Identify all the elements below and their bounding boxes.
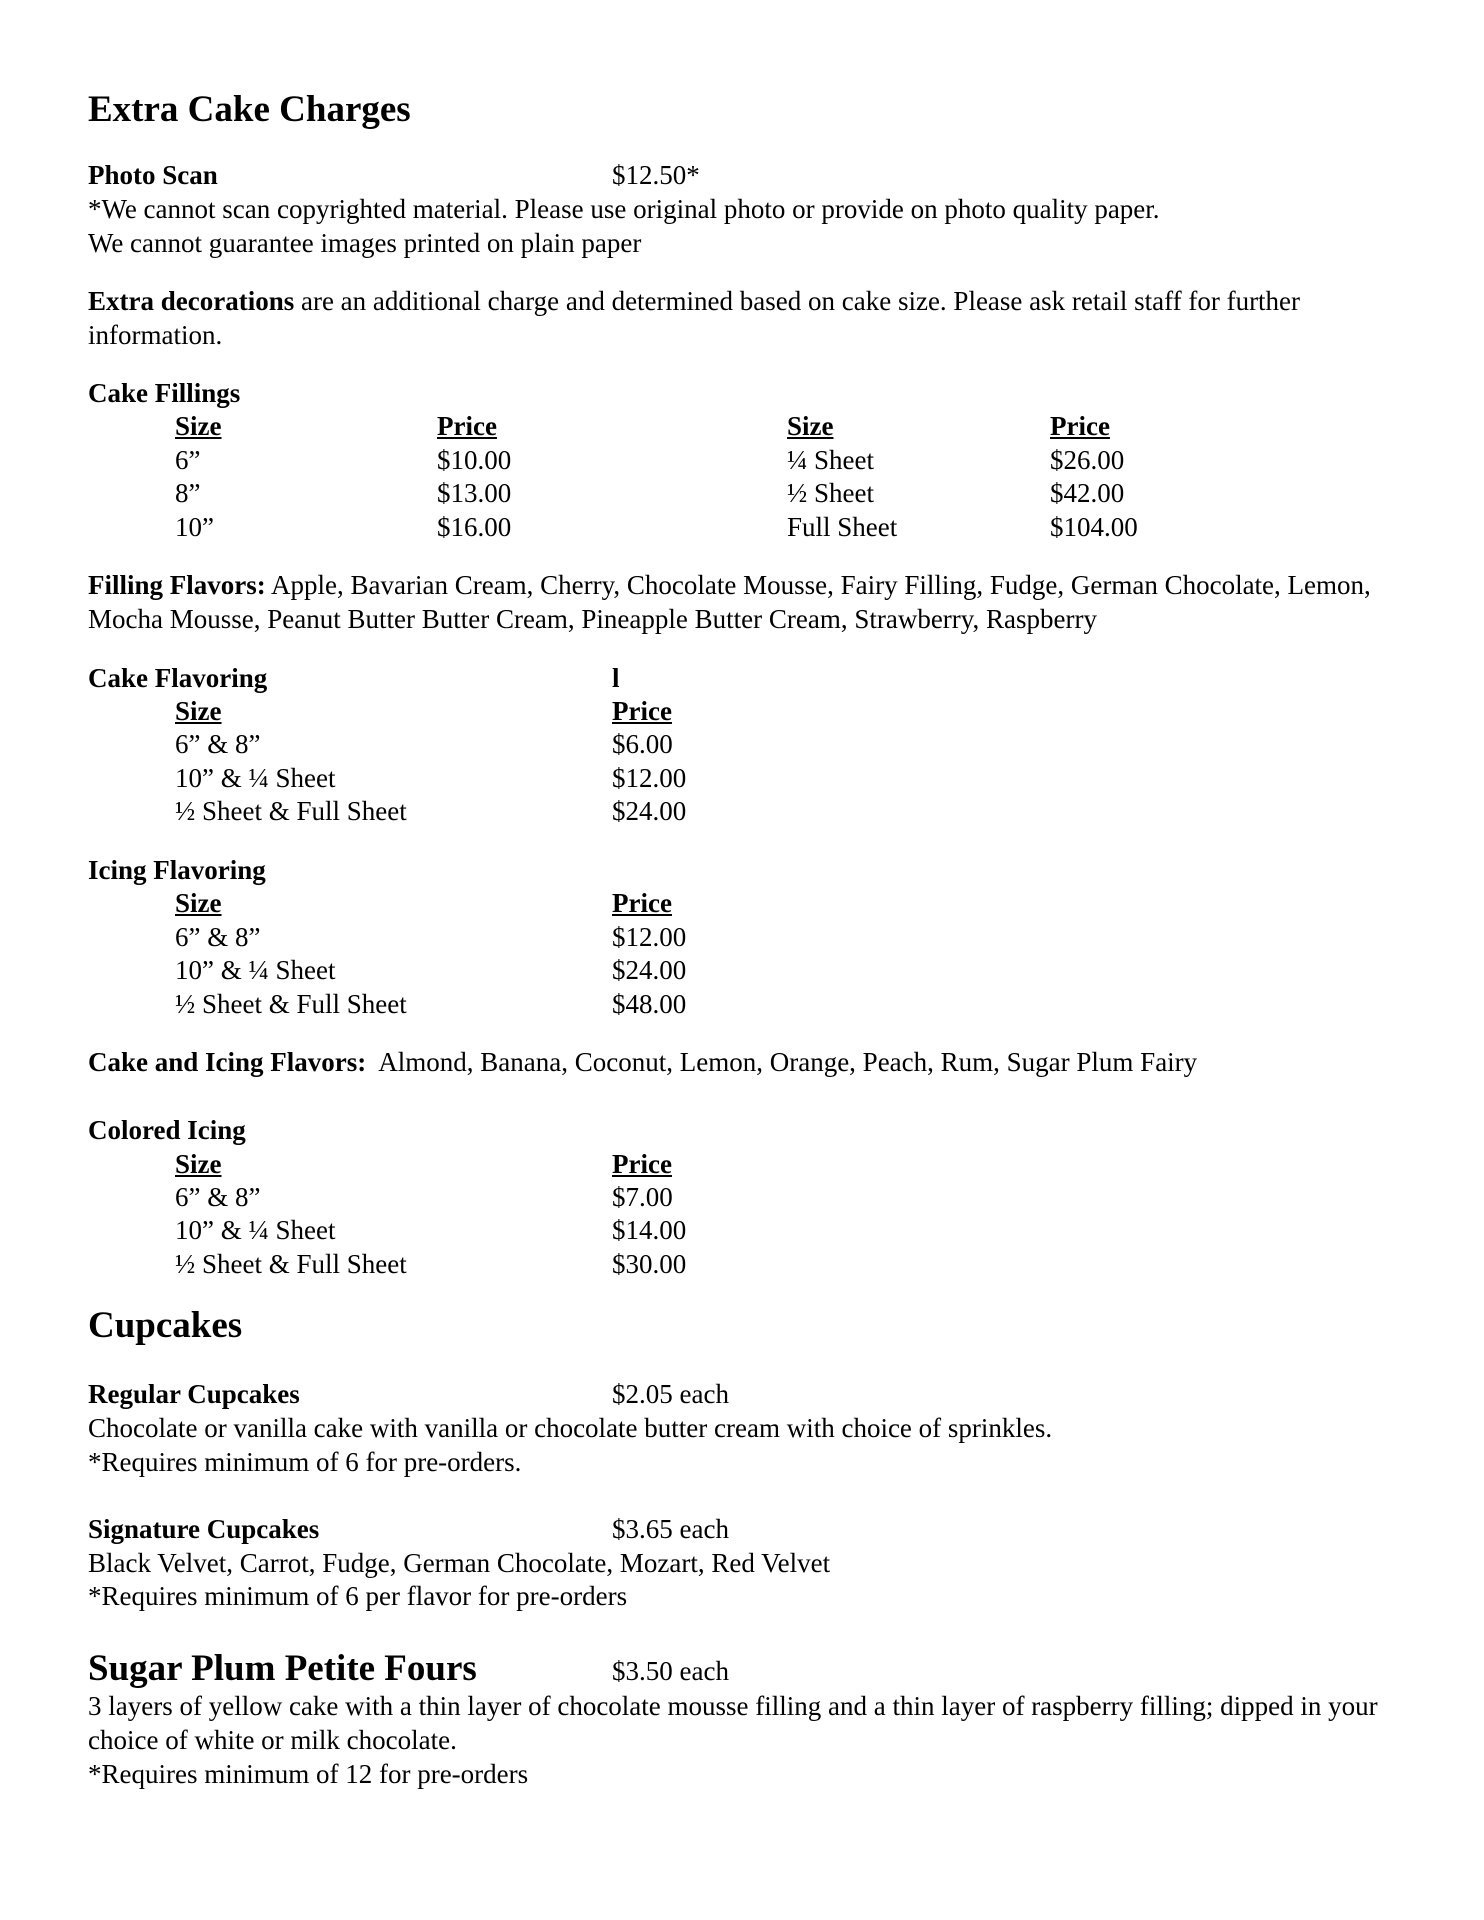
petite-fours-note: *Requires minimum of 12 for pre-orders: [88, 1759, 529, 1789]
extra-decorations-text: are an additional charge and determined based on cake size. Please ask retail staff for further information.: [88, 286, 1301, 350]
colored-icing-size-row: ½ Sheet & Full Sheet: [175, 1249, 407, 1279]
filling-size-quarter-sheet: ¼ Sheet: [787, 445, 874, 475]
filling-size-half-sheet: ½ Sheet: [787, 478, 874, 508]
icing-flavoring-size-row: 6” & 8”: [175, 922, 261, 952]
photo-scan-price: $12.50*: [612, 160, 700, 190]
cake-flavoring-size-row: 10” & ¼ Sheet: [175, 763, 336, 793]
cake-flavoring-size-row: ½ Sheet & Full Sheet: [175, 796, 407, 826]
icing-flavoring-size-header: Size: [175, 888, 222, 918]
icing-flavoring-title: Icing Flavoring: [88, 855, 266, 885]
icing-flavoring-price-row: $12.00: [612, 922, 687, 952]
signature-cupcakes-flavors: Black Velvet, Carrot, Fudge, German Chocolate, Mozart, Red Velvet: [88, 1548, 831, 1578]
cake-flavoring-size-row: 6” & 8”: [175, 729, 261, 759]
cake-icing-flavors-label: Cake and Icing Flavors:: [88, 1047, 367, 1077]
regular-cupcakes-price: $2.05 each: [612, 1379, 729, 1409]
extra-decorations-label: Extra decorations: [88, 286, 295, 316]
filling-flavors-label: Filling Flavors:: [88, 570, 266, 600]
icing-flavoring-price-header: Price: [612, 888, 672, 918]
filling-price-half-sheet: $42.00: [1050, 478, 1125, 508]
signature-cupcakes-price: $3.65 each: [612, 1514, 729, 1544]
cake-flavoring-title: Cake Flavoring: [88, 663, 268, 693]
filling-size-8: 8”: [175, 478, 201, 508]
regular-cupcakes-description: Chocolate or vanilla cake with vanilla or chocolate butter cream with choice of sprinkles.: [88, 1413, 1053, 1443]
petite-fours-description: 3 layers of yellow cake with a thin layer of chocolate mousse filling and a thin layer of raspberry filling; dipped in your choice of white or milk chocolate.: [88, 1691, 1378, 1755]
icing-flavoring-price-row: $24.00: [612, 955, 687, 985]
colored-icing-price-row: $30.00: [612, 1249, 687, 1279]
colored-icing-price-row: $7.00: [612, 1182, 673, 1212]
signature-cupcakes-note: *Requires minimum of 6 per flavor for pre-orders: [88, 1581, 628, 1611]
regular-cupcakes-note: *Requires minimum of 6 for pre-orders.: [88, 1447, 522, 1477]
regular-cupcakes-label: Regular Cupcakes: [88, 1379, 300, 1409]
cake-flavoring-price-row: $12.00: [612, 763, 687, 793]
petite-fours-title: Sugar Plum Petite Fours: [88, 1648, 477, 1689]
colored-icing-size-row: 10” & ¼ Sheet: [175, 1215, 336, 1245]
photo-scan-note-2: We cannot guarantee images printed on plain paper: [88, 228, 642, 258]
filling-price-quarter-sheet: $26.00: [1050, 445, 1125, 475]
colored-icing-title: Colored Icing: [88, 1115, 246, 1145]
cake-flavoring-stray-mark: l: [612, 663, 620, 693]
extra-charges-title: Extra Cake Charges: [88, 89, 411, 130]
cake-fillings-price-header-right: Price: [1050, 411, 1110, 441]
cake-flavoring-size-header: Size: [175, 696, 222, 726]
cake-fillings-price-header-left: Price: [437, 411, 497, 441]
filling-price-10: $16.00: [437, 512, 512, 542]
cake-flavoring-price-row: $6.00: [612, 729, 673, 759]
filling-size-6: 6”: [175, 445, 201, 475]
colored-icing-price-row: $14.00: [612, 1215, 687, 1245]
cake-fillings-title: Cake Fillings: [88, 378, 241, 408]
photo-scan-note-1: *We cannot scan copyrighted material. Please use original photo or provide on photo quality paper.: [88, 194, 1160, 224]
icing-flavoring-size-row: ½ Sheet & Full Sheet: [175, 989, 407, 1019]
icing-flavoring-price-row: $48.00: [612, 989, 687, 1019]
cake-fillings-size-header-right: Size: [787, 411, 834, 441]
icing-flavoring-size-row: 10” & ¼ Sheet: [175, 955, 336, 985]
filling-price-8: $13.00: [437, 478, 512, 508]
cupcakes-title: Cupcakes: [88, 1305, 243, 1346]
cake-flavoring-price-header: Price: [612, 696, 672, 726]
cake-icing-flavors-text: Almond, Banana, Coconut, Lemon, Orange, Peach, Rum, Sugar Plum Fairy: [366, 1047, 1198, 1077]
cake-icing-flavors-paragraph: [88, 1045, 1197, 1079]
cake-flavoring-price-row: $24.00: [612, 796, 687, 826]
filling-flavors-text: Apple, Bavarian Cream, Cherry, Chocolate Mousse, Fairy Filling, Fudge, German Chocolate, Lemon, Mocha Mousse, Peanut Butter Butter Cream, Pineapple Butter Cream, Strawberry, Raspberry: [88, 570, 1371, 634]
colored-icing-size-row: 6” & 8”: [175, 1182, 261, 1212]
cake-fillings-size-header-left: Size: [175, 411, 222, 441]
photo-scan-label: Photo Scan: [88, 160, 218, 190]
colored-icing-price-header: Price: [612, 1149, 672, 1179]
signature-cupcakes-label: Signature Cupcakes: [88, 1514, 320, 1544]
colored-icing-size-header: Size: [175, 1149, 222, 1179]
petite-fours-price: $3.50 each: [612, 1656, 729, 1686]
filling-size-full-sheet: Full Sheet: [787, 512, 898, 542]
filling-price-6: $10.00: [437, 445, 512, 475]
filling-price-full-sheet: $104.00: [1050, 512, 1138, 542]
extra-decorations-paragraph: [88, 284, 1408, 352]
filling-flavors-paragraph: [88, 568, 1408, 636]
filling-size-10: 10”: [175, 512, 214, 542]
